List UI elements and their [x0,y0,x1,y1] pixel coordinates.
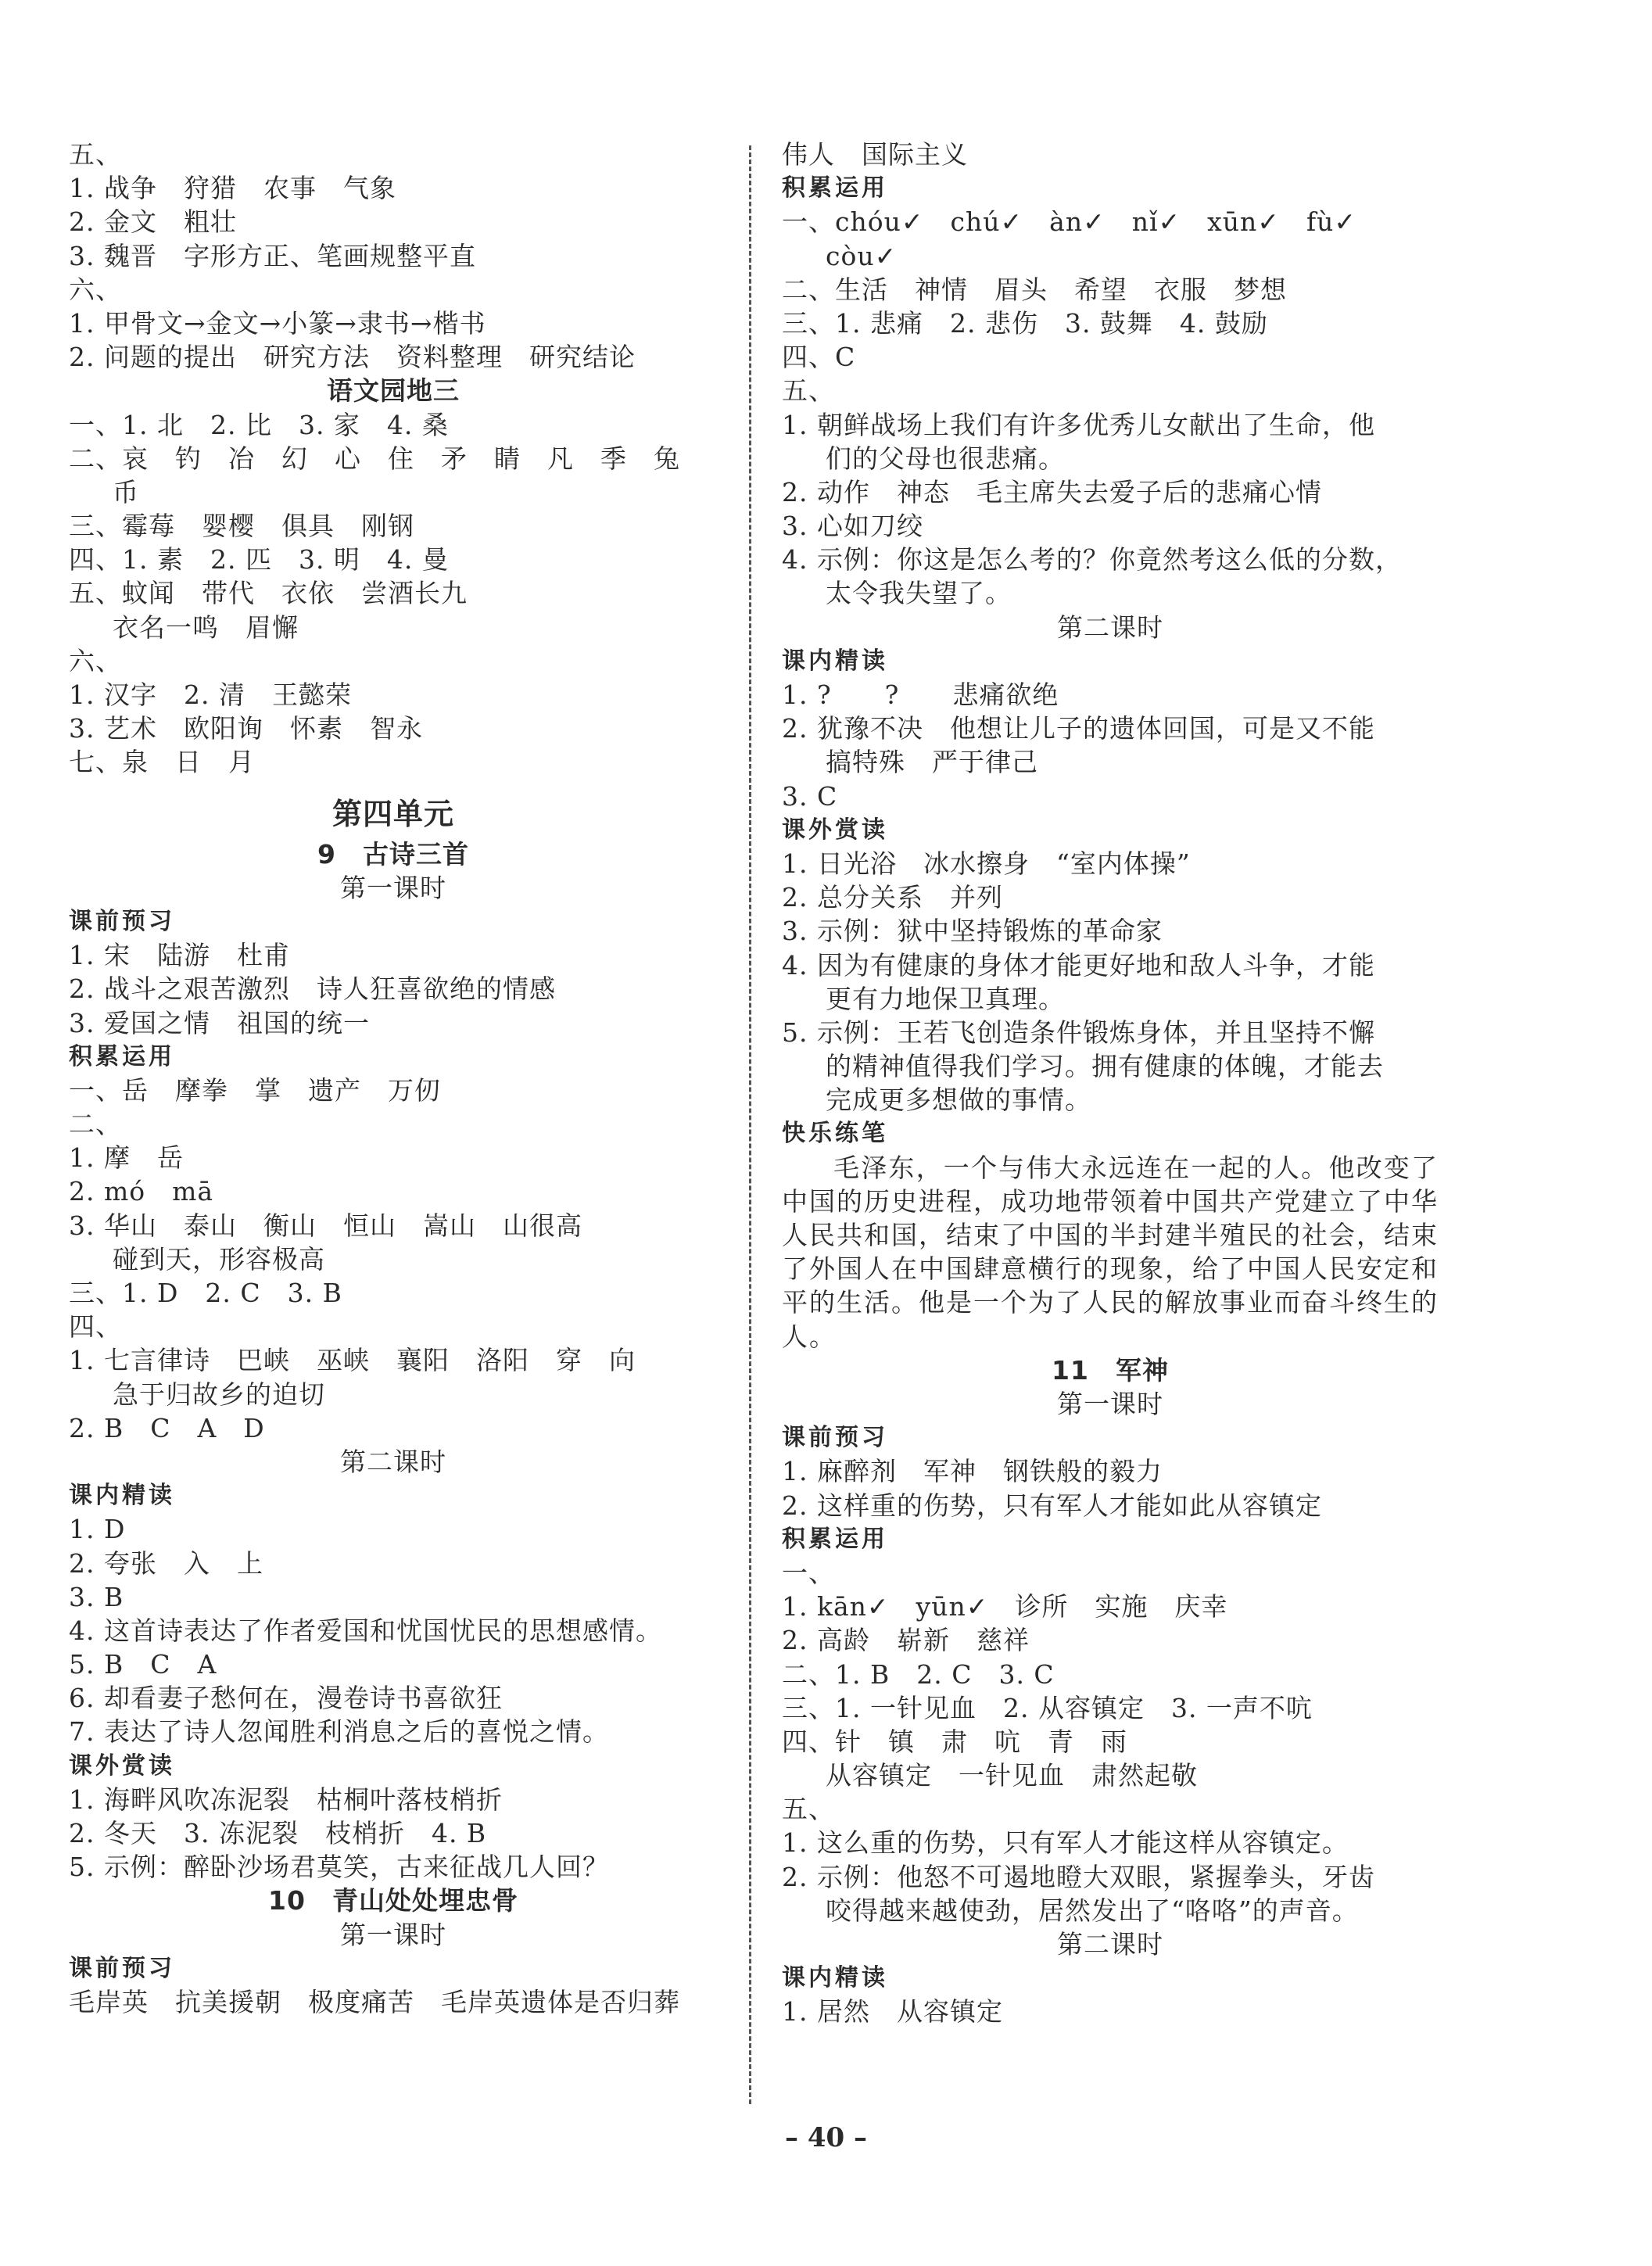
section-heading: 课前预习 [782,1424,888,1452]
answer-line: 毛岸英 抗美援朝 极度痛苦 毛岸英遗体是否归葬 [69,1986,680,2017]
column-divider [749,145,751,2104]
answer-line: 1. 居然 从容镇定 [782,1996,1003,2028]
right-column [782,138,1439,2029]
left-column [69,138,718,2019]
answer-line: 四、C [782,342,856,373]
answer-line: 1. 日光浴 冰水擦身 “室内体操” [782,848,1191,879]
answer-line: 碰到天，形容极高 [113,1243,325,1275]
answer-line: còu✓ [826,240,898,271]
answer-line: 三、1. 一针见血 2. 从容镇定 3. 一声不吭 [782,1692,1313,1723]
answer-line: 衣名一鸣 眉懈 [113,611,299,643]
answer-line: 咬得越来越使劲，居然发出了“咯咯”的声音。 [826,1895,1359,1926]
lesson-period: 第二课时 [1057,611,1163,643]
section-heading: 积累运用 [69,1042,175,1070]
section-heading: 课内精读 [69,1482,175,1510]
answer-line: 3. C [782,780,838,812]
answer-line: 3. 心如刀绞 [782,511,923,542]
section-heading: 课前预习 [69,907,175,935]
answer-line: 2. 高龄 崭新 慈祥 [782,1625,1030,1656]
answer-line: 们的父母也很悲痛。 [826,443,1065,474]
answer-line: 二、 [69,1109,122,1140]
lesson-period: 第一课时 [1057,1389,1163,1420]
answer-line: 1. 朝鲜战场上我们有许多优秀儿女献出了生命，他 [782,409,1375,440]
answer-line: 6. 却看妻子愁何在，漫卷诗书喜欲狂 [69,1683,503,1714]
section-heading: 课前预习 [69,1954,175,1982]
answer-line: 币 [113,476,139,507]
answer-line: 一、岳 摩拳 掌 遗产 万仞 [69,1074,441,1106]
unit-title: 第四单元 [331,796,454,831]
lesson-period: 第二课时 [1057,1929,1163,1960]
answer-line: 七、泉 日 月 [69,747,255,778]
answer-line: 1. 摩 岳 [69,1142,184,1174]
answer-line: 5. B C A [69,1649,217,1680]
answer-line: 搞特殊 严于律己 [826,747,1038,778]
answer-line: 3. 爱国之情 祖国的统一 [69,1007,370,1038]
answer-line: 1. D [69,1514,126,1545]
answer-line: 从容镇定 一针见血 肃然起敬 [826,1760,1198,1791]
answer-line: 更有力地保卫真理。 [826,983,1065,1014]
lesson-title: 10 青山处处埋忠骨 [268,1885,518,1916]
answer-line: 1. 战争 狩猎 农事 气象 [69,173,396,204]
answer-line: 1. 海畔风吹冻泥裂 枯桐叶落枝梢折 [69,1784,503,1815]
answer-line: 1. 宋 陆游 杜甫 [69,940,290,971]
answer-line: 伟人 国际主义 [782,139,968,170]
answer-line: 三、1. D 2. C 3. B [69,1278,342,1308]
page-number: – 40 – [785,2122,867,2153]
section-heading: 课外赏读 [782,816,888,844]
answer-line: 1. 汉字 2. 清 王懿荣 [69,679,352,710]
answer-line: 3. 示例：狱中坚持锻炼的革命家 [782,916,1163,947]
section-heading: 课外赏读 [69,1751,175,1780]
lesson-title: 语文园地三 [327,375,460,407]
answer-line: 2. 总分关系 并列 [782,882,1003,913]
section-heading: 课内精读 [782,1964,888,1992]
answer-line: 4. 因为有健康的身体才能更好地和敌人斗争，才能 [782,949,1375,981]
answer-line: 5. 示例：醉卧沙场君莫笑，古来征战几人回？ [69,1852,609,1883]
answer-line: 2. 这样重的伤势，只有军人才能如此从容镇定 [782,1490,1322,1521]
answer-line: 3. 艺术 欧阳询 怀素 智永 [69,713,423,744]
answer-line: 1. 甲骨文→金文→小篆→隶书→楷书 [69,307,486,339]
answer-line: 1. 这么重的伤势，只有军人才能这样从容镇定。 [782,1827,1349,1859]
answer-line: 2. mó mā [69,1176,214,1207]
answer-line: 2. B C A D [69,1412,265,1443]
answer-line: 2. 金文 粗壮 [69,206,237,238]
answer-line: 4. 这首诗表达了作者爱国和忧国忧民的思想感情。 [69,1615,662,1646]
answer-line: 四、针 镇 肃 吭 青 雨 [782,1726,1127,1757]
answer-line: 三、霉莓 婴樱 俱具 刚钢 [69,511,414,542]
answer-line: 1. 七言律诗 巴峡 巫峡 襄阳 洛阳 穿 向 [69,1345,636,1376]
section-heading: 积累运用 [782,174,888,203]
answer-line: 五、 [782,1794,835,1825]
answer-line: 五、 [782,375,835,407]
section-heading: 积累运用 [782,1525,888,1553]
answer-line: 的精神值得我们学习。拥有健康的体魄，才能去 [826,1051,1384,1082]
answer-line: 2. 犹豫不决 他想让儿子的遗体回国，可是又不能 [782,713,1375,744]
answer-line: 完成更多想做的事情。 [826,1085,1091,1116]
lesson-period: 第二课时 [340,1446,446,1477]
answer-line: 四、1. 素 2. 匹 3. 明 4. 曼 [69,544,449,575]
answer-line: 五、蚊闻 带代 衣依 尝酒长九 [69,578,468,609]
answer-line: 2. 示例：他怒不可遏地瞪大双眼，紧握拳头，牙齿 [782,1861,1375,1892]
answer-line: 3. 华山 泰山 衡山 恒山 嵩山 山很高 [69,1210,582,1241]
answer-line: 二、1. B 2. C 3. C [782,1658,1055,1690]
answer-line: 一、 [782,1557,835,1588]
section-heading: 快乐练笔 [782,1120,888,1148]
answer-line: 3. 魏晋 字形方正、笔画规整平直 [69,240,476,271]
answer-line: 2. 动作 神态 毛主席失去爱子后的悲痛心情 [782,476,1322,507]
answer-line: 一、1. 北 2. 比 3. 家 4. 桑 [69,409,449,440]
answer-line: 4. 示例：你这是怎么考的？你竟然考这么低的分数， [782,544,1402,575]
essay-paragraph: 毛泽东，一个与伟大永远连在一起的人。他改变了中国的历史进程，成功地带领着中国共产党建立了中华人民共和国，结束了中国的半封建半殖民的社会，结束了外国人在中国肆意横行的现象，给了中国人民安定和平的生活。他是一个为了人民的解放事业而奋斗终生的人。 [782,1152,1439,1352]
lesson-period: 第一课时 [340,1919,446,1950]
answer-line: 二、哀 钓 冶 幻 心 住 矛 睛 凡 季 兔 [69,443,680,474]
answer-line: 急于归故乡的迫切 [113,1379,325,1410]
lesson-period: 第一课时 [340,872,446,903]
answer-line: 5. 示例：王若飞创造条件锻炼身体，并且坚持不懈 [782,1016,1375,1048]
answer-line: 3. B [69,1581,124,1612]
answer-line: 太令我失望了。 [826,578,1012,609]
answer-line: 六、 [69,645,122,676]
answer-line: 五、 [69,139,122,170]
lesson-title: 11 军神 [1052,1354,1169,1386]
answer-line: 1. ? ? 悲痛欲绝 [782,679,1059,710]
answer-line: 三、1. 悲痛 2. 悲伤 3. 鼓舞 4. 鼓励 [782,307,1268,339]
answer-line: 2. 冬天 3. 冻泥裂 枝梢折 4. B [69,1818,487,1848]
answer-line: 四、 [69,1311,122,1343]
answer-line: 7. 表达了诗人忽闻胜利消息之后的喜悦之情。 [69,1716,609,1748]
answer-line: 一、chóu✓ chú✓ àn✓ nǐ✓ xūn✓ fù✓ [782,206,1357,238]
answer-line: 二、生活 神情 眉头 希望 衣服 梦想 [782,274,1287,305]
answer-line: 1. kān✓ yūn✓ 诊所 实施 庆幸 [782,1591,1228,1622]
answer-line: 2. 问题的提出 研究方法 资料整理 研究结论 [69,342,636,373]
answer-line: 1. 麻醉剂 军神 钢铁般的毅力 [782,1456,1163,1487]
answer-line: 2. 夸张 入 上 [69,1547,263,1579]
answer-line: 六、 [69,274,122,305]
section-heading: 课内精读 [782,647,888,675]
lesson-title: 9 古诗三首 [317,838,469,869]
answer-line: 2. 战斗之艰苦激烈 诗人狂喜欲绝的情感 [69,973,556,1005]
